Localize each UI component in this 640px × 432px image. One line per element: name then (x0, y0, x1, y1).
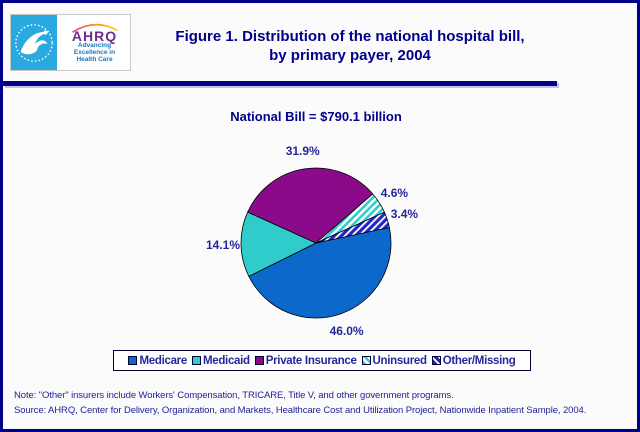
legend-item-other-missing (432, 355, 516, 367)
hhs-eagle-icon (13, 20, 55, 66)
ahrq-tagline-line1: Advancing (77, 42, 112, 49)
pie-label-medicare: 46.0% (329, 323, 364, 338)
footnote: Note: "Other" insurers include Workers' Compensation, TRICARE, Title V, and other government programs. (14, 390, 454, 401)
ahrq-wordmark: AHRQ (71, 28, 118, 44)
figure-title (93, 27, 607, 65)
ahrq-tagline-line3: Health Care (76, 56, 113, 63)
legend-label-medicare: Medicare (139, 354, 187, 367)
pie-label-private-insurance: 31.9% (285, 143, 320, 158)
figure-title-line2: by primary payer, 2004 (269, 47, 431, 64)
ahrq-tagline-line2: Excellence in (73, 49, 116, 56)
hhs-logo-panel (11, 15, 59, 70)
legend-swatch-medicaid (192, 356, 201, 365)
legend-label-private-insurance: Private Insurance (265, 354, 357, 367)
source-line: Source: AHRQ, Center for Delivery, Organization, and Markets, Healthcare Cost and Utilization Project, Nationwide Inpatient Sample, 2004. (14, 405, 587, 416)
legend-label-medicaid: Medicaid (202, 354, 250, 367)
legend-swatch-other-missing (432, 356, 441, 365)
legend-item-uninsured (362, 355, 427, 367)
legend-item-private-insurance (255, 355, 357, 367)
pie-label-uninsured: 4.6% (380, 186, 409, 200)
legend-swatch-uninsured (362, 356, 371, 365)
legend-item-medicaid (192, 355, 250, 367)
legend (113, 350, 531, 371)
pie-label-other-missing: 3.4% (390, 207, 419, 222)
figure-title-line1: Figure 1. Distribution of the national hospital bill, (175, 28, 525, 45)
header-divider-rule (3, 81, 557, 86)
pie-label-medicaid: 14.1% (205, 237, 241, 252)
legend-swatch-medicare (128, 356, 137, 365)
legend-label-other-missing: Other/Missing (442, 354, 516, 367)
legend-label-uninsured: Uninsured (372, 354, 427, 367)
legend-swatch-private-insurance (255, 356, 264, 365)
legend-item-medicare (128, 355, 186, 367)
chart-subtitle: National Bill = $790.1 billion (230, 109, 402, 124)
